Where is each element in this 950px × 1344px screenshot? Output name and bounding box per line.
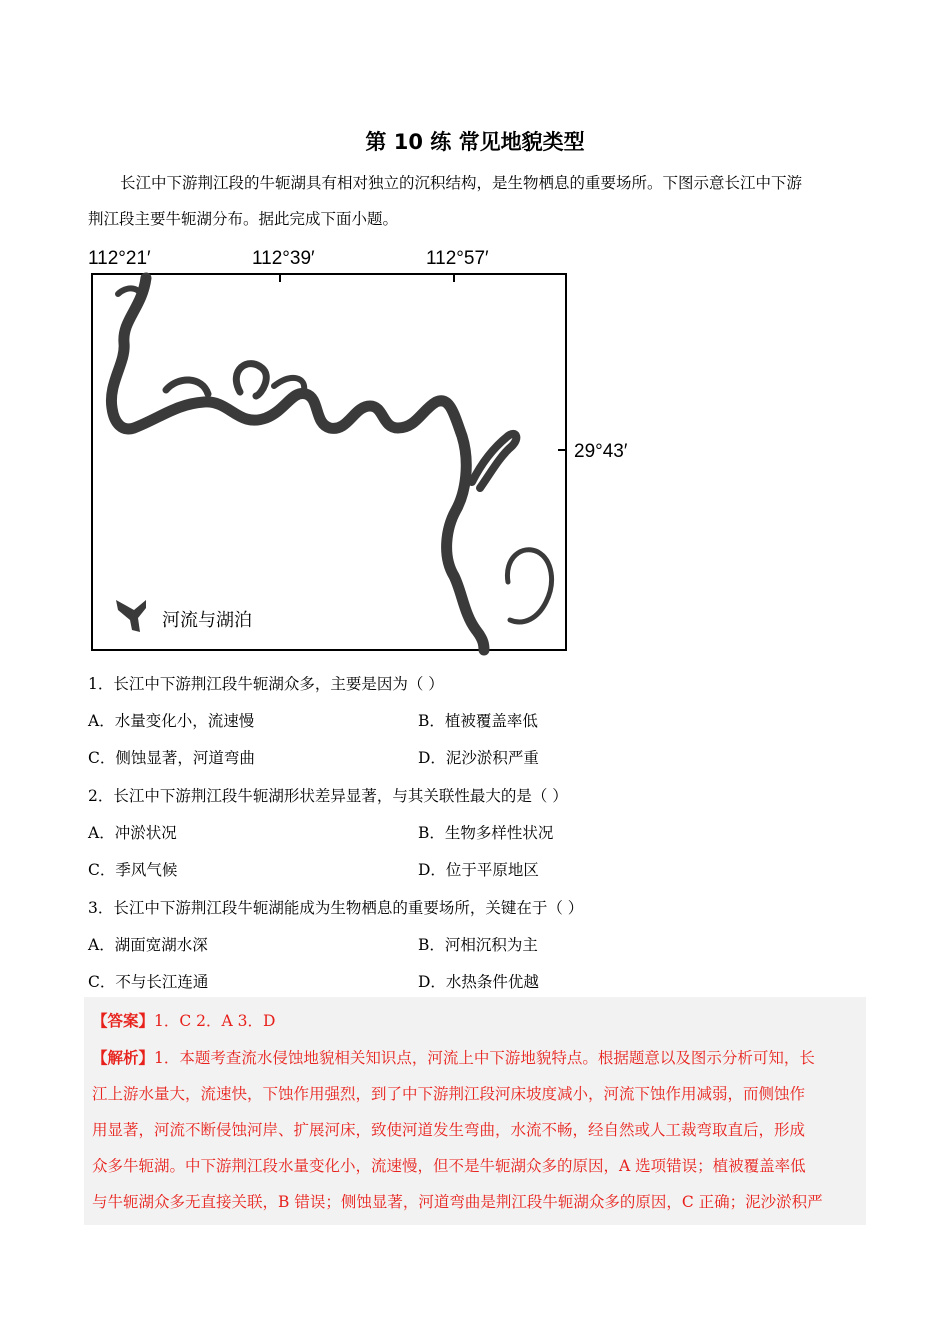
analysis-tag: 【解析】 [92, 1048, 155, 1067]
question-1-option-d[interactable]: D．泥沙淤积严重 [418, 749, 539, 767]
question-2-option-c[interactable]: C．季风气候 [88, 861, 178, 879]
question-3-option-d[interactable]: D．水热条件优越 [418, 973, 539, 991]
answer-text: 1．C 2．A 3．D [154, 1012, 276, 1030]
question-2-option-a[interactable]: A．冲淤状况 [88, 824, 177, 842]
question-3-stem: 3．长江中下游荆江段牛轭湖能成为生物栖息的重要场所，关键在于（ ） [88, 899, 584, 917]
oxbow-lake-map [80, 238, 660, 658]
page-title: 第 10 练 常见地貌类型 [365, 130, 585, 154]
analysis-line-5: 与牛轭湖众多无直接关联，B 错误；侧蚀显著，河道弯曲是荆江段牛轭湖众多的原因，C 正确；泥沙淤积严 [92, 1193, 823, 1211]
legend-river-icon [116, 600, 146, 632]
lat-label: 29°43′ [574, 441, 628, 462]
question-1-option-b[interactable]: B．植被覆盖率低 [418, 712, 538, 730]
question-2-stem: 2．长江中下游荆江段牛轭湖形状差异显著，与其关联性最大的是（ ） [88, 787, 568, 805]
answer-line [92, 1009, 275, 1031]
question-2-option-b[interactable]: B．生物多样性状况 [418, 824, 554, 842]
oxbow-lake-1 [166, 380, 208, 394]
oxbow-lake-2 [236, 364, 266, 396]
intro-line-2: 荆江段主要牛轭湖分布。据此完成下面小题。 [88, 210, 399, 228]
analysis-line-1 [92, 1046, 815, 1068]
question-1-option-c[interactable]: C．侧蚀显著，河道弯曲 [88, 749, 255, 767]
legend-label: 河流与湖泊 [162, 610, 252, 630]
intro-line-1: 长江中下游荆江段的牛轭湖具有相对独立的沉积结构，是生物栖息的重要场所。下图示意长江中下游 [120, 174, 803, 192]
lon-label-1: 112°21′ [88, 248, 151, 269]
question-1-stem: 1．长江中下游荆江段牛轭湖众多，主要是因为（ ） [88, 675, 444, 693]
oxbow-lake-4 [472, 434, 516, 488]
question-3-option-b[interactable]: B．河相沉积为主 [418, 936, 538, 954]
analysis-line-3: 用显著，河流不断侵蚀河岸、扩展河床，致使河道发生弯曲，水流不畅，经自然或人工裁弯取直后，形成 [92, 1121, 806, 1139]
analysis-line-2: 江上游水量大，流速快，下蚀作用强烈，到了中下游荆江段河床坡度减小，河流下蚀作用减弱，而侧蚀作 [92, 1085, 806, 1103]
question-3-option-c[interactable]: C．不与长江连通 [88, 973, 209, 991]
lon-label-3: 112°57′ [426, 248, 489, 269]
oxbow-lake-3 [274, 378, 304, 390]
yangtze-river [111, 278, 484, 650]
question-2-option-d[interactable]: D．位于平原地区 [418, 861, 539, 879]
lon-label-2: 112°39′ [252, 248, 315, 269]
oxbow-lake-5 [507, 550, 551, 622]
answer-tag: 【答案】 [92, 1011, 155, 1030]
question-3-option-a[interactable]: A．湖面宽湖水深 [88, 936, 208, 954]
analysis-text-1: 1．本题考查流水侵蚀地貌相关知识点，河流上中下游地貌特点。根据题意以及图示分析可知，长 [154, 1049, 815, 1067]
analysis-line-4: 众多牛轭湖。中下游荆江段水量变化小，流速慢，但不是牛轭湖众多的原因，A 选项错误；植被覆盖率低 [92, 1157, 806, 1175]
question-1-option-a[interactable]: A．水量变化小，流速慢 [88, 712, 255, 730]
